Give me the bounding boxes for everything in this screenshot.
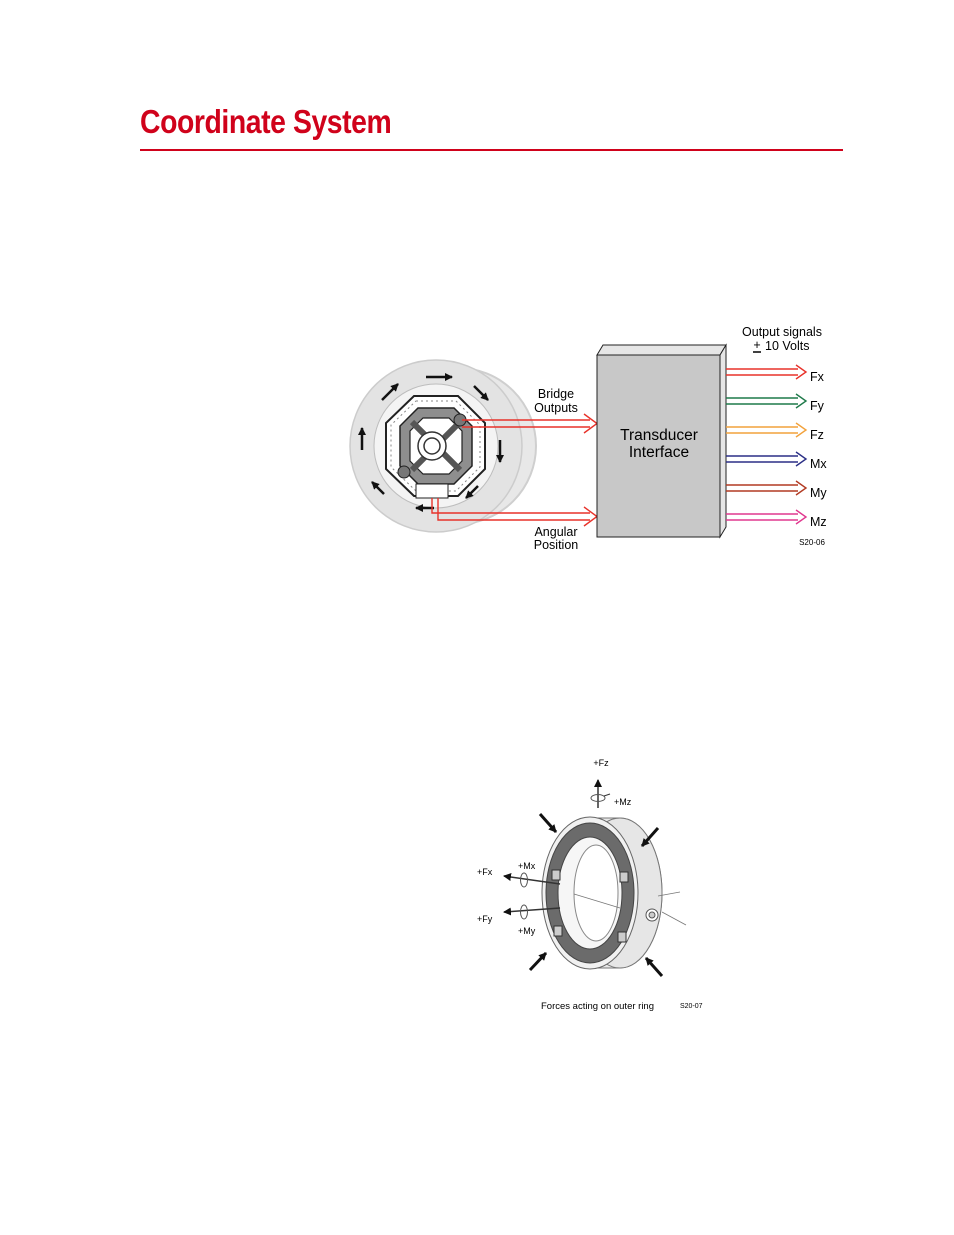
output-signal-arrows <box>726 365 827 529</box>
signal-label-fx: Fx <box>810 370 824 384</box>
mx-rotation-icon <box>521 873 528 887</box>
signal-arrow-fz <box>726 423 824 442</box>
my-rotation-icon <box>521 905 528 919</box>
transducer-label-1: Transducer <box>620 427 698 444</box>
figure-id-s20-06: S20-06 <box>799 538 825 547</box>
bridge-outputs-label-2: Outputs <box>534 401 578 415</box>
signal-arrow-my <box>726 481 827 500</box>
mz-label: +Mz <box>614 797 632 807</box>
transducer-label-2: Interface <box>628 444 690 461</box>
signal-label-mz: Mz <box>810 515 827 529</box>
fx-label: +Fx <box>477 867 493 877</box>
signal-label-fy: Fy <box>810 399 824 413</box>
my-label: +My <box>518 926 536 936</box>
force-arrow-top-left <box>540 814 556 832</box>
fz-label: +Fz <box>593 758 609 768</box>
signal-arrow-mx <box>726 452 827 471</box>
signal-arrow-mz <box>726 510 827 529</box>
force-arrow-bottom-right <box>646 958 662 976</box>
wheel-drawing <box>350 360 536 532</box>
force-arrow-bottom-left <box>530 953 546 970</box>
signal-arrow-fx <box>726 365 825 384</box>
angular-position-label-2: Position <box>533 538 579 552</box>
angular-position-label-1: Angular <box>534 525 578 539</box>
signal-label-mx: Mx <box>810 457 827 471</box>
signal-label-my: My <box>810 486 827 500</box>
figure-outer-ring-forces <box>477 758 703 1012</box>
fy-label: +Fy <box>477 914 493 924</box>
signal-arrow-fy <box>726 394 825 413</box>
output-signals-label: Output signals <box>742 325 822 339</box>
figure-transducer-interface <box>350 325 827 552</box>
bridge-outputs-label-1: Bridge <box>537 387 575 401</box>
figure2-caption: Forces acting on outer ring <box>541 1001 655 1012</box>
figure-id-s20-07: S20-07 <box>680 1003 703 1010</box>
voltage-range-label: 10 Volts <box>765 339 810 353</box>
plus-minus-sign: + <box>753 338 761 352</box>
signal-label-fz: Fz <box>810 428 824 442</box>
mx-label: +Mx <box>518 861 536 871</box>
page-title: Coordinate System <box>140 103 392 140</box>
